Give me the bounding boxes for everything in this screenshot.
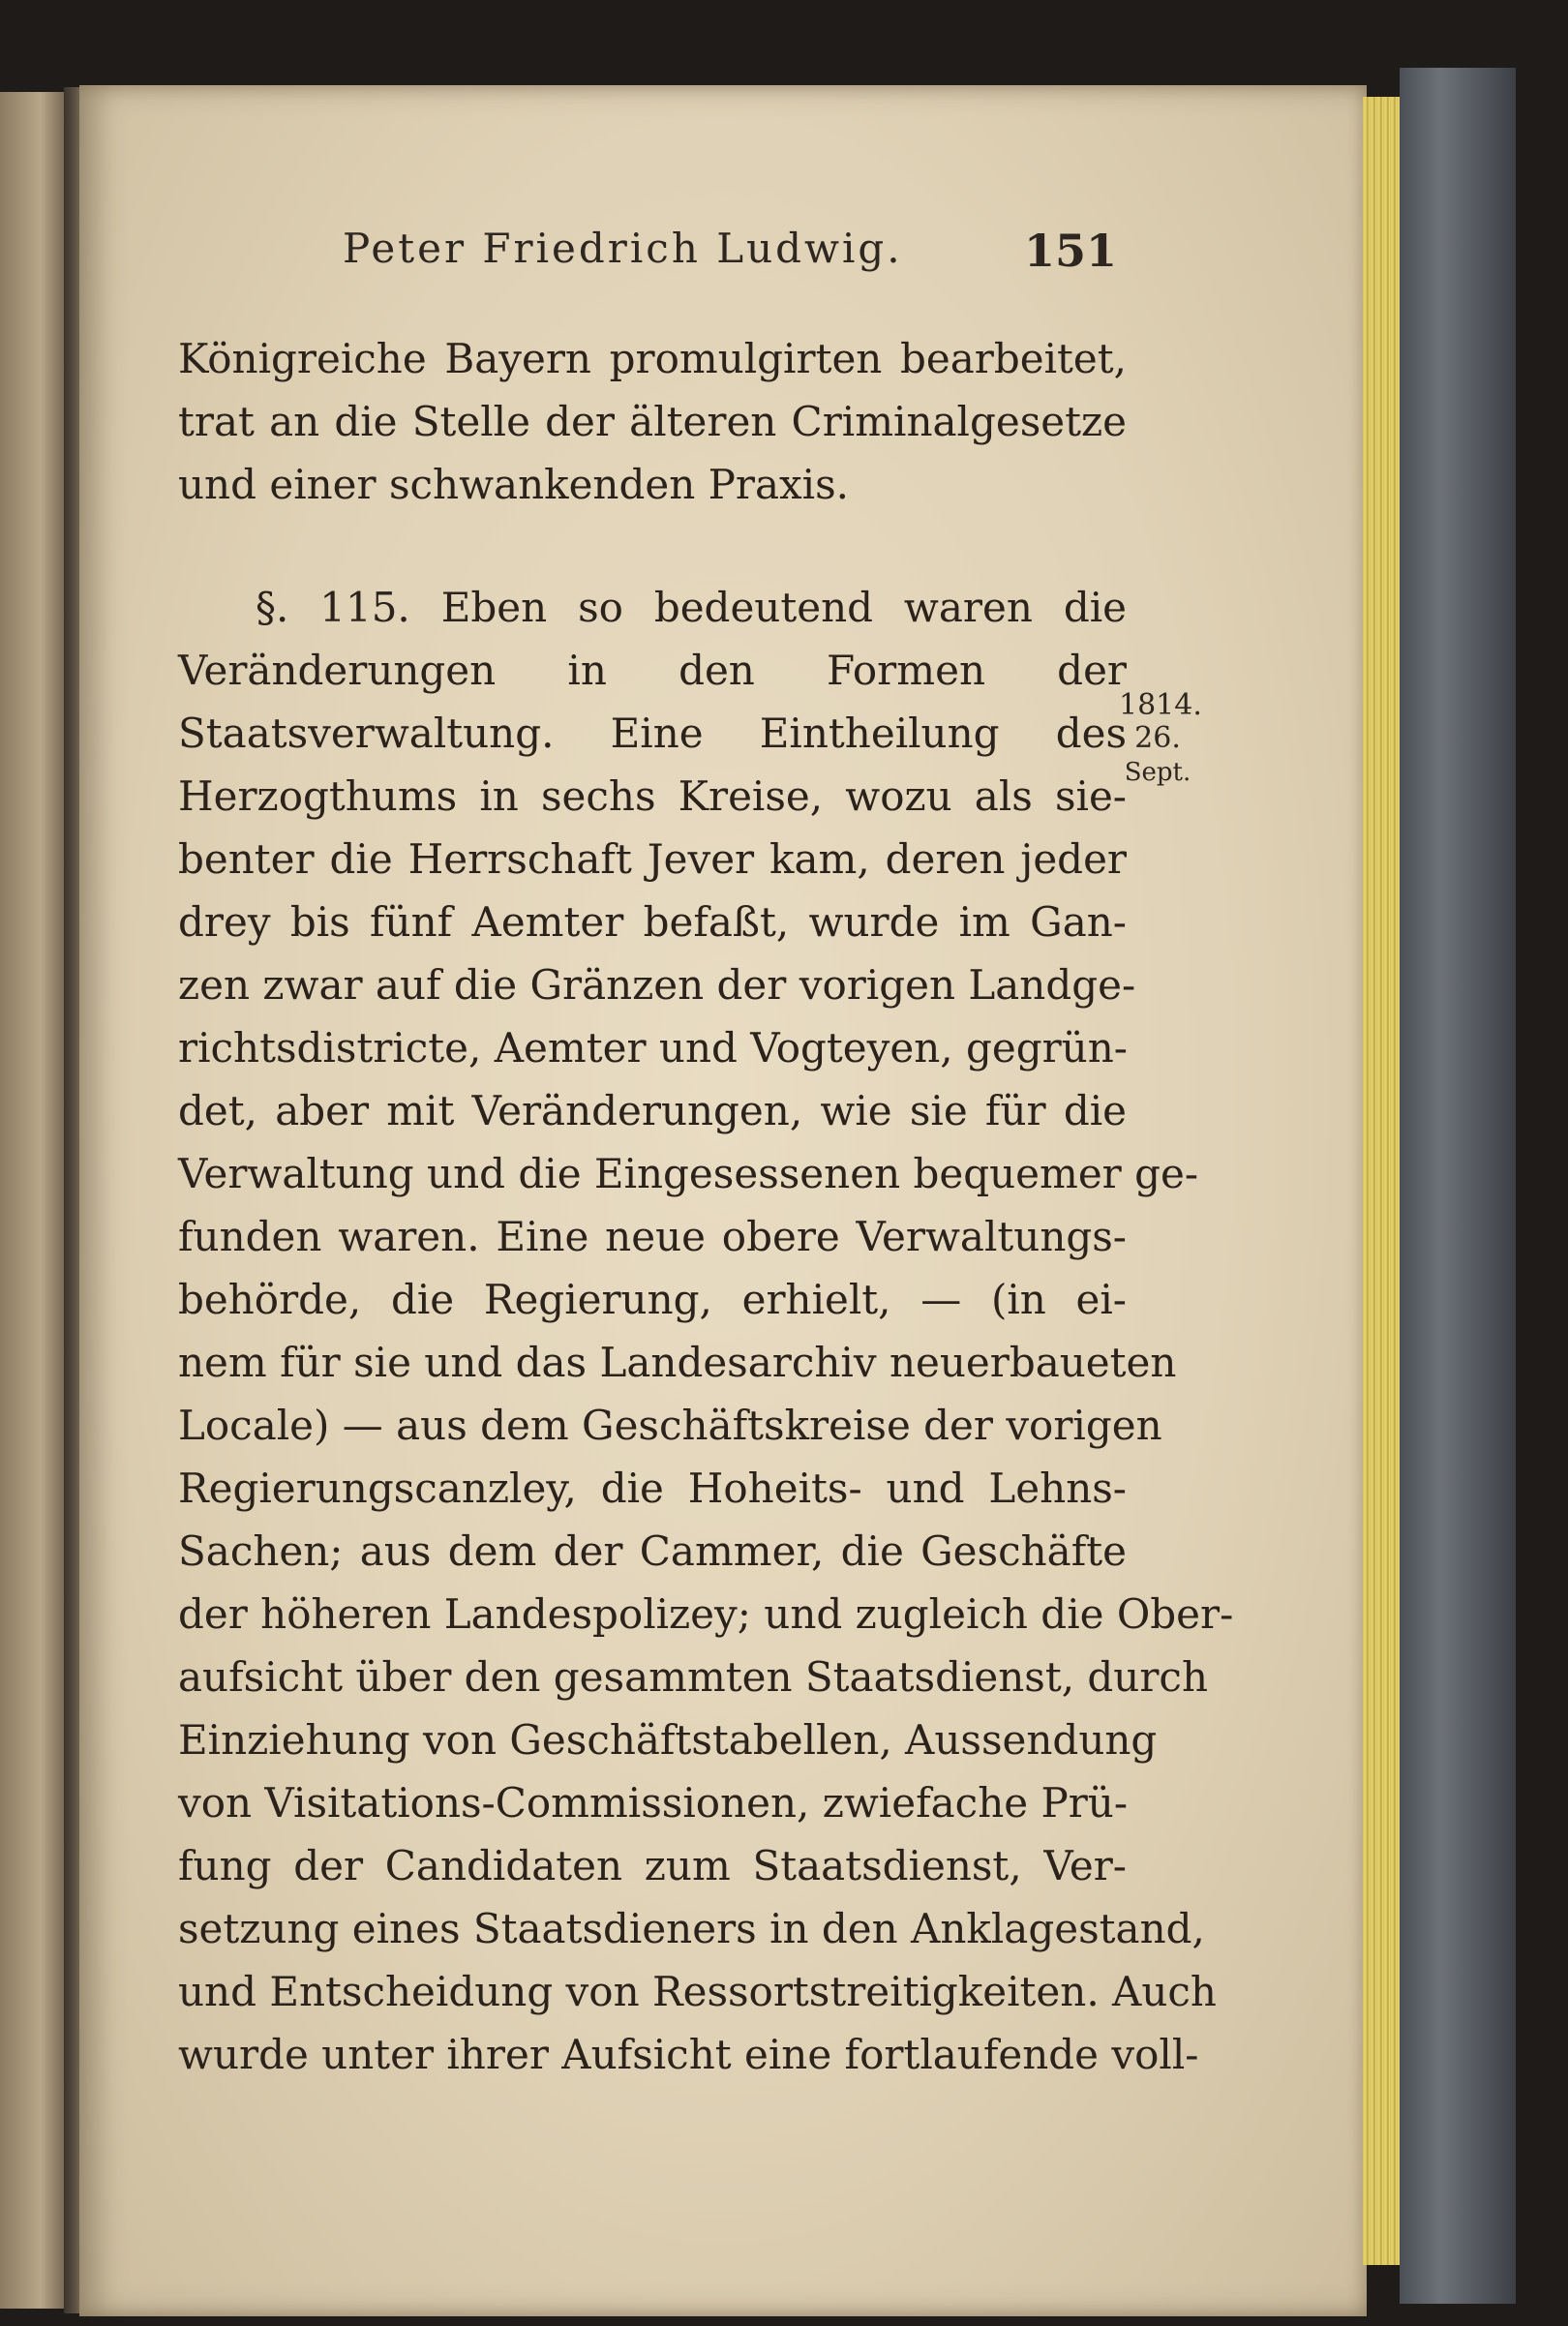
text-line: §. 115. Eben so bedeutend waren die [256, 584, 1127, 631]
margin-note-month: Sept. [1124, 758, 1191, 787]
text-line: Staatsverwaltung. Eine Eintheilung des [178, 710, 1127, 757]
text-line: Veränderungen in den Formen der [178, 647, 1127, 694]
paragraph-gap [178, 516, 1127, 576]
text-line: Herzogthums in sechs Kreise, wozu als sie- [178, 772, 1127, 820]
text-line: richtsdistricte, Aemter und Vogteyen, gegrün- [178, 1024, 1128, 1072]
facing-page-edge [0, 92, 68, 2309]
text-line: det, aber mit Veränderungen, wie sie für die [178, 1087, 1127, 1134]
text-line: fung der Candidaten zum Staatsdienst, Ver- [178, 1842, 1127, 1889]
text-line: nem für sie und das Landesarchiv neuerbaueten [178, 1339, 1177, 1386]
text-line: benter die Herrschaft Jever kam, deren jeder [178, 835, 1127, 883]
text-line: Königreiche Bayern promulgirten bearbeitet, [178, 335, 1127, 382]
text-line: der höheren Landespolizey; und zugleich die Ober- [178, 1590, 1234, 1638]
running-head: Peter Friedrich Ludwig. [343, 225, 903, 272]
page-number: 151 [1023, 225, 1117, 277]
text-line: und Entscheidung von Ressortstreitigkeiten. Auch [178, 1968, 1217, 2015]
text-line: wurde unter ihrer Aufsicht eine fortlaufende voll- [178, 2031, 1199, 2078]
margin-note-day: 26. [1134, 721, 1181, 755]
text-line: zen zwar auf die Gränzen der vorigen Landge- [178, 961, 1136, 1009]
text-line: Sachen; aus dem der Cammer, die Geschäfte [178, 1527, 1127, 1575]
margin-note-year: 1814. [1119, 688, 1202, 722]
text-line: drey bis fünf Aemter befaßt, wurde im Gan- [178, 898, 1127, 946]
page-header [178, 225, 1146, 283]
text-line: behörde, die Regierung, erhielt, — (in ei- [178, 1276, 1127, 1323]
text-line: aufsicht über den gesammten Staatsdienst, durch [178, 1653, 1209, 1701]
book-cover [1400, 68, 1516, 2304]
text-line: von Visitations-Commissionen, zwiefache Prü- [178, 1779, 1129, 1827]
text-line: funden waren. Eine neue obere Verwaltungs- [178, 1213, 1127, 1260]
gilt-page-edges [1363, 97, 1403, 2265]
text-line: Locale) — aus dem Geschäftskreise der vorigen [178, 1402, 1162, 1449]
text-line: trat an die Stelle der älteren Criminalgesetze [178, 398, 1127, 445]
text-line: Einziehung von Geschäftstabellen, Aussendung [178, 1716, 1158, 1764]
text-line: Regierungscanzley, die Hoheits- und Lehns- [178, 1465, 1127, 1512]
text-line: Verwaltung und die Eingesessenen bequemer ge- [178, 1150, 1199, 1197]
text-line: und einer schwankenden Praxis. [178, 461, 850, 508]
text-line: setzung eines Staatsdieners in den Anklagestand, [178, 1905, 1205, 1952]
marginal-date-note [1119, 688, 1202, 790]
